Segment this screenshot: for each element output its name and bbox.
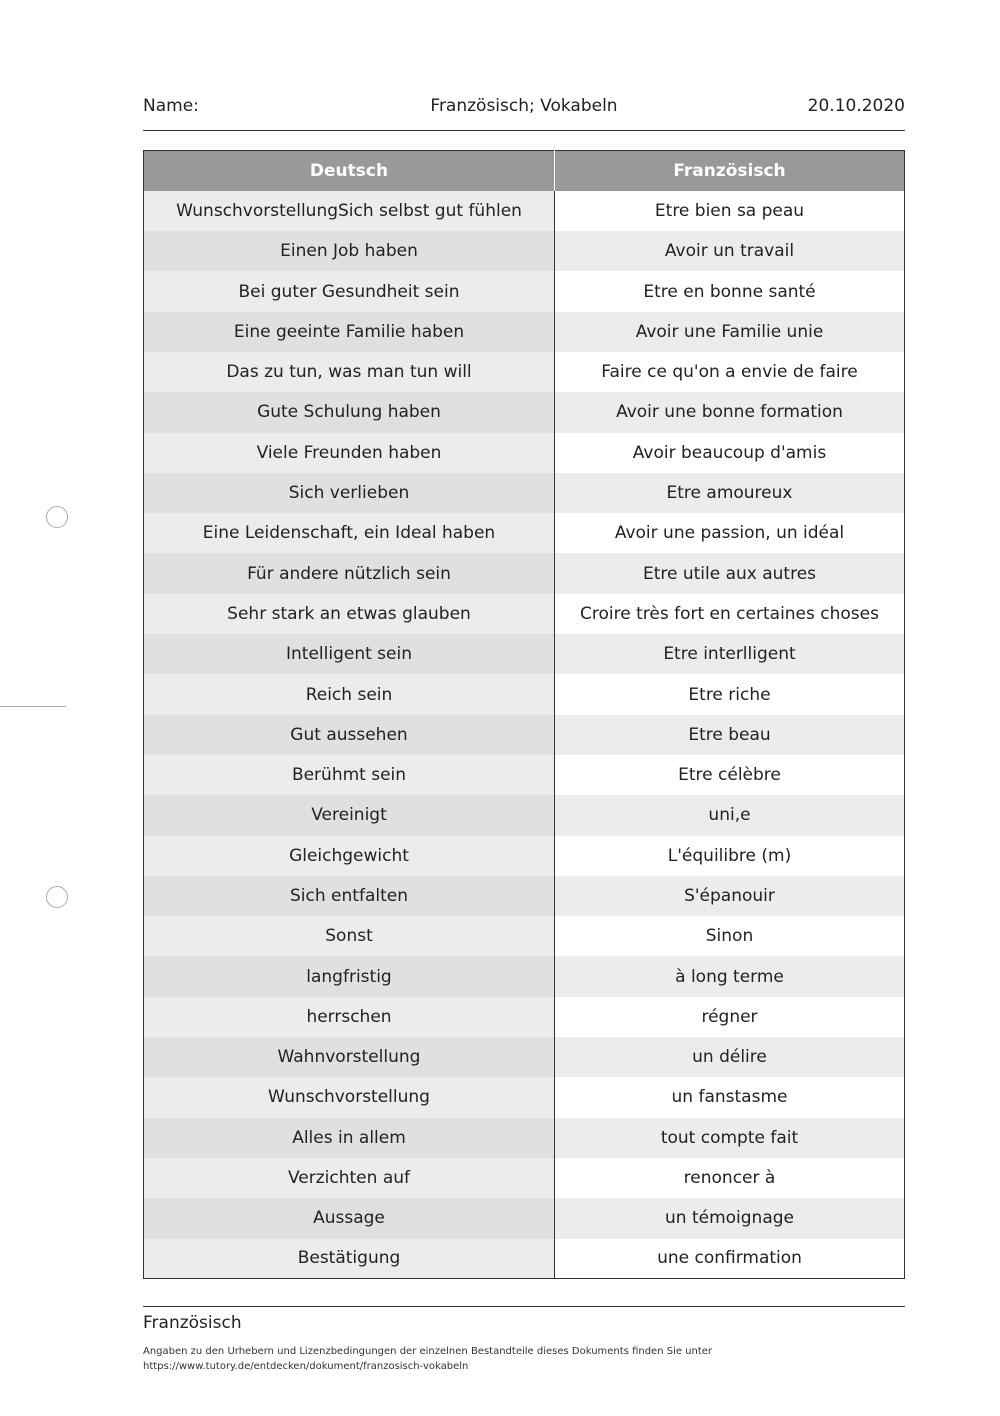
- cell-deutsch: Einen Job haben: [144, 231, 555, 271]
- cell-franzoesisch: uni,e: [555, 795, 905, 835]
- cell-franzoesisch: Sinon: [555, 916, 905, 956]
- cell-franzoesisch: Etre utile aux autres: [555, 553, 905, 593]
- cell-deutsch: Wahnvorstellung: [144, 1037, 555, 1077]
- cell-franzoesisch: tout compte fait: [555, 1118, 905, 1158]
- table-row: [144, 795, 905, 835]
- table-row: [144, 513, 905, 553]
- cell-deutsch: Vereinigt: [144, 795, 555, 835]
- vocabulary-table: [143, 150, 905, 1279]
- table-body: [144, 191, 905, 1279]
- footer-subject: Französisch: [143, 1313, 242, 1333]
- table-row: [144, 1077, 905, 1117]
- cell-franzoesisch: Avoir beaucoup d'amis: [555, 433, 905, 473]
- table-row: [144, 191, 905, 231]
- fold-mark: [0, 706, 66, 707]
- cell-franzoesisch: Avoir un travail: [555, 231, 905, 271]
- table-row: [144, 231, 905, 271]
- cell-franzoesisch: Etre en bonne santé: [555, 271, 905, 311]
- table-row: [144, 997, 905, 1037]
- table-row: [144, 352, 905, 392]
- document-date: 20.10.2020: [807, 96, 905, 116]
- cell-deutsch: Aussage: [144, 1198, 555, 1238]
- cell-franzoesisch: régner: [555, 997, 905, 1037]
- cell-franzoesisch: Avoir une Familie unie: [555, 312, 905, 352]
- table-row: [144, 312, 905, 352]
- cell-franzoesisch: Etre riche: [555, 674, 905, 714]
- cell-deutsch: WunschvorstellungSich selbst gut fühlen: [144, 191, 555, 231]
- license-note-text: Angaben zu den Urhebern und Lizenzbedingungen der einzelnen Bestandteile dieses Dokuments finden Sie unter: [143, 1346, 713, 1357]
- cell-franzoesisch: Etre interlligent: [555, 634, 905, 674]
- cell-franzoesisch: Avoir une bonne formation: [555, 392, 905, 432]
- cell-deutsch: herrschen: [144, 997, 555, 1037]
- table-row: [144, 634, 905, 674]
- cell-franzoesisch: un témoignage: [555, 1198, 905, 1238]
- cell-deutsch: Reich sein: [144, 674, 555, 714]
- document-title: Französisch; Vokabeln: [430, 96, 618, 116]
- page-header: [143, 94, 905, 131]
- table-row: [144, 715, 905, 755]
- cell-deutsch: Sich verlieben: [144, 473, 555, 513]
- cell-deutsch: Gute Schulung haben: [144, 392, 555, 432]
- footer-divider: [143, 1306, 905, 1307]
- cell-deutsch: Sehr stark an etwas glauben: [144, 594, 555, 634]
- cell-deutsch: Das zu tun, was man tun will: [144, 352, 555, 392]
- cell-franzoesisch: Etre amoureux: [555, 473, 905, 513]
- cell-deutsch: Bei guter Gesundheit sein: [144, 271, 555, 311]
- table-row: [144, 876, 905, 916]
- cell-franzoesisch: Faire ce qu'on a envie de faire: [555, 352, 905, 392]
- cell-deutsch: Gleichgewicht: [144, 836, 555, 876]
- cell-deutsch: Bestätigung: [144, 1239, 555, 1279]
- cell-deutsch: Intelligent sein: [144, 634, 555, 674]
- table-row: [144, 1118, 905, 1158]
- cell-franzoesisch: Etre beau: [555, 715, 905, 755]
- cell-deutsch: Alles in allem: [144, 1118, 555, 1158]
- table-row: [144, 1037, 905, 1077]
- table-row: [144, 271, 905, 311]
- cell-franzoesisch: Avoir une passion, un idéal: [555, 513, 905, 553]
- cell-franzoesisch: L'équilibre (m): [555, 836, 905, 876]
- table-row: [144, 1239, 905, 1279]
- table-row: [144, 553, 905, 593]
- cell-franzoesisch: une confirmation: [555, 1239, 905, 1279]
- table-row: [144, 674, 905, 714]
- table-row: [144, 956, 905, 996]
- cell-deutsch: Berühmt sein: [144, 755, 555, 795]
- cell-franzoesisch: un délire: [555, 1037, 905, 1077]
- name-label: Name:: [143, 96, 199, 116]
- license-note-url: https://www.tutory.de/entdecken/dokument/franzosisch-vokabeln: [143, 1361, 469, 1372]
- cell-deutsch: Sich entfalten: [144, 876, 555, 916]
- table-row: [144, 836, 905, 876]
- cell-deutsch: Eine Leidenschaft, ein Ideal haben: [144, 513, 555, 553]
- cell-deutsch: Für andere nützlich sein: [144, 553, 555, 593]
- table-row: [144, 433, 905, 473]
- table-row: [144, 473, 905, 513]
- cell-franzoesisch: Etre célèbre: [555, 755, 905, 795]
- table-row: [144, 594, 905, 634]
- cell-franzoesisch: un fanstasme: [555, 1077, 905, 1117]
- cell-deutsch: Sonst: [144, 916, 555, 956]
- table-row: [144, 755, 905, 795]
- license-note: [143, 1344, 905, 1374]
- table-row: [144, 1158, 905, 1198]
- cell-franzoesisch: à long terme: [555, 956, 905, 996]
- cell-franzoesisch: Croire très fort en certaines choses: [555, 594, 905, 634]
- cell-deutsch: Verzichten auf: [144, 1158, 555, 1198]
- cell-deutsch: Wunschvorstellung: [144, 1077, 555, 1117]
- cell-deutsch: langfristig: [144, 956, 555, 996]
- cell-franzoesisch: S'épanouir: [555, 876, 905, 916]
- cell-franzoesisch: renoncer à: [555, 1158, 905, 1198]
- punch-hole-bottom: [46, 886, 68, 908]
- table-row: [144, 392, 905, 432]
- cell-deutsch: Viele Freunden haben: [144, 433, 555, 473]
- table-row: [144, 1198, 905, 1238]
- cell-franzoesisch: Etre bien sa peau: [555, 191, 905, 231]
- cell-deutsch: Gut aussehen: [144, 715, 555, 755]
- table-row: [144, 916, 905, 956]
- punch-hole-top: [46, 506, 68, 528]
- column-header-franzoesisch: Französisch: [555, 151, 905, 191]
- table-header-row: [144, 151, 905, 191]
- cell-deutsch: Eine geeinte Familie haben: [144, 312, 555, 352]
- column-header-deutsch: Deutsch: [144, 151, 555, 191]
